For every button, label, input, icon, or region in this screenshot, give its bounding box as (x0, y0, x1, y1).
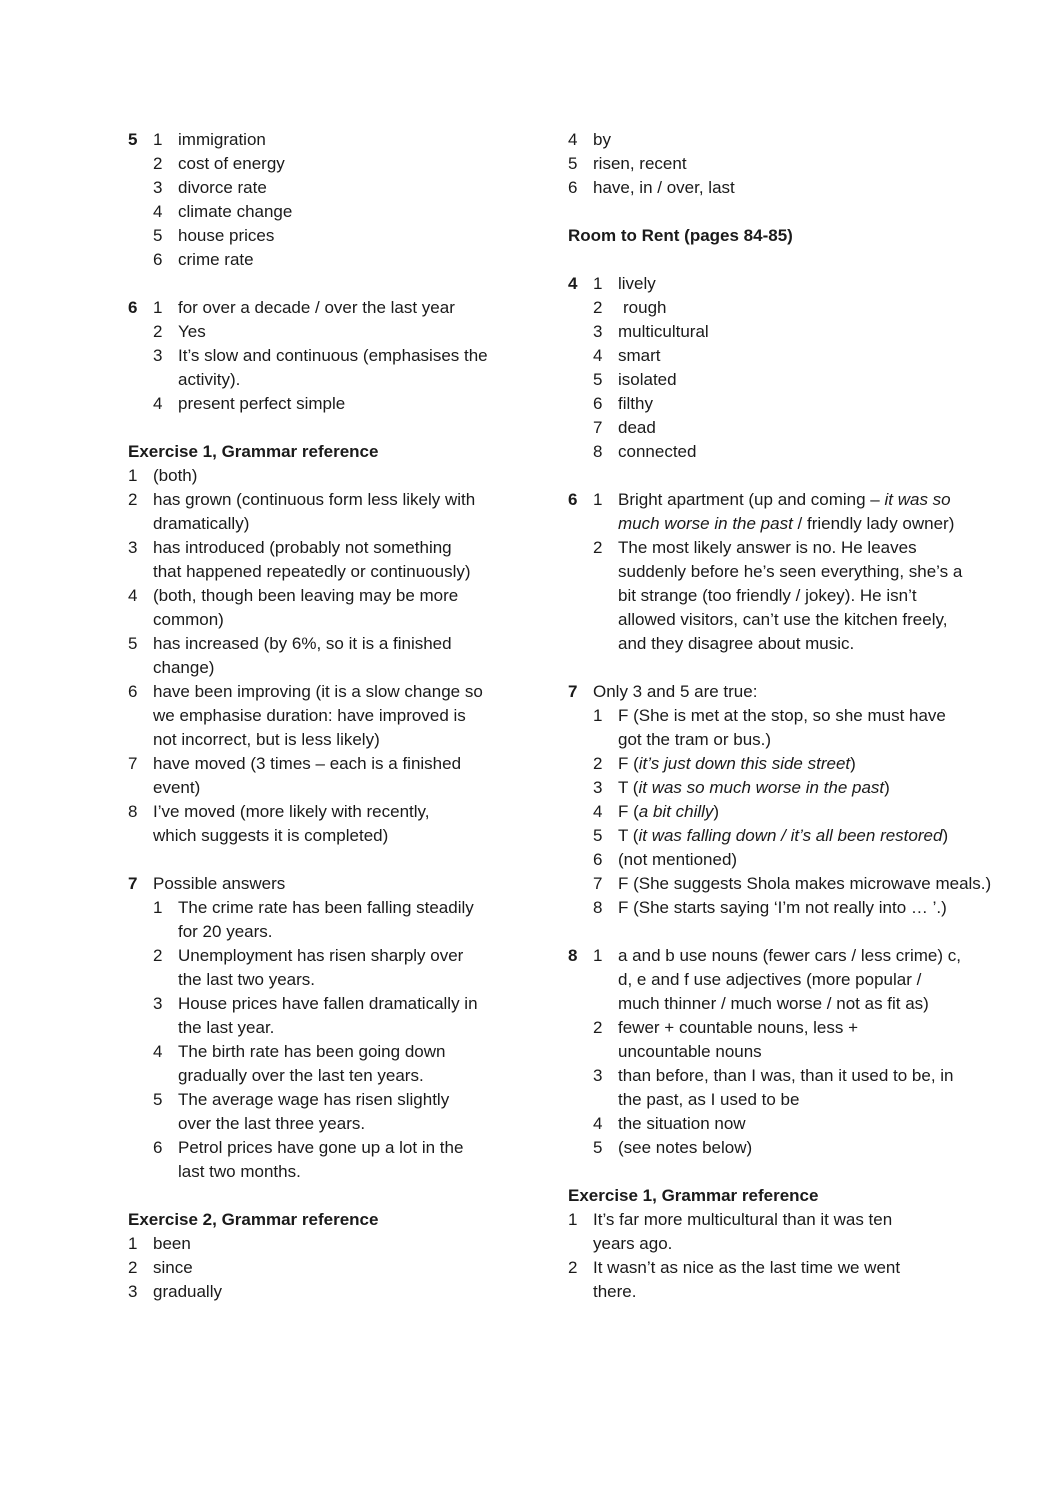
list-item: 1 F (She is met at the stop, so she must have got the tram or bus.) (593, 706, 946, 749)
list-item: 1 It’s far more multicultural than it was ten years ago. (568, 1210, 893, 1253)
exercise-6 (128, 296, 528, 416)
exercise-7 (128, 872, 528, 1184)
list-item: 5 house prices (153, 226, 275, 245)
list-item: 7 dead (593, 418, 656, 437)
list-item: 2 fewer + countable nouns, less + uncountable nouns (593, 1018, 859, 1061)
section-heading: Room to Rent (pages 84-85) (568, 226, 793, 245)
grammar-reference-2-continued (568, 128, 1008, 200)
list-item: 2 F (it’s just down this side street) (593, 754, 856, 773)
list-item: 2 since (128, 1258, 193, 1277)
list-item: 3 multicultural (593, 322, 709, 341)
exercise-5 (128, 128, 528, 272)
list-item: 2 cost of energy (153, 154, 285, 173)
list-item: 2 Yes (153, 322, 206, 341)
exercise-8 (568, 944, 1008, 1160)
list-item: 5 1 immigration (128, 128, 528, 152)
list-item: 8 connected (593, 442, 697, 461)
left-column (128, 128, 528, 1304)
list-item: 7 Possible answers (128, 872, 528, 896)
list-item: 1 The crime rate has been falling steadily for 20 years. (153, 898, 474, 941)
list-item: 7 Only 3 and 5 are true: (568, 680, 1008, 704)
list-item: 2 It wasn’t as nice as the last time we went there. (568, 1258, 901, 1301)
right-column (568, 128, 1008, 1304)
exercise-number: 4 (568, 274, 578, 293)
list-item: 4 climate change (153, 202, 293, 221)
exercise-number: 7 (568, 682, 578, 701)
list-item: 3 House prices have fallen dramatically in the last year. (153, 994, 478, 1037)
list-item: 6 (not mentioned) (593, 850, 738, 869)
exercise-number: 5 (128, 130, 138, 149)
exercise-4 (568, 272, 1008, 464)
list-item: 1 (both) (128, 466, 198, 485)
list-item: 6 crime rate (153, 250, 254, 269)
list-item: 5 isolated (593, 370, 677, 389)
list-item: 4 the situation now (593, 1114, 746, 1133)
list-item: 6 1 for over a decade / over the last year (128, 296, 528, 320)
list-item: 3 than before, than I was, than it used to be, in the past, as I used to be (593, 1066, 954, 1109)
list-item: 4 F (a bit chilly) (593, 802, 720, 821)
list-item: 6 1 Bright apartment (up and coming – it was so much worse in the past / friendly lady owner) (568, 488, 1008, 536)
list-item: 8 F (She starts saying ‘I’m not really into … ’.) (593, 898, 947, 917)
list-item: 2 Unemployment has risen sharply over the last two years. (153, 946, 464, 989)
section-heading: Exercise 2, Grammar reference (128, 1210, 379, 1229)
exercise-number: 7 (128, 874, 138, 893)
exercise-number: 6 (568, 490, 578, 509)
list-item: 4 present perfect simple (153, 394, 346, 413)
list-item: 7 F (She suggests Shola makes microwave meals.) (593, 874, 992, 893)
list-item: 5 has increased (by 6%, so it is a finished change) (128, 634, 452, 677)
grammar-reference-1-room (568, 1184, 1008, 1304)
section-heading: Exercise 1, Grammar reference (568, 1186, 819, 1205)
list-item: 8 1 a and b use nouns (fewer cars / less crime) c, d, e and f use adjectives (more popular / much thinner / much worse / not as fit as) (568, 944, 1008, 1016)
list-item: 6 have, in / over, last (568, 178, 735, 197)
list-item: 4 The birth rate has been going down gradually over the last ten years. (153, 1042, 446, 1085)
list-item: 8 I’ve moved (more likely with recently, which suggests it is completed) (128, 802, 430, 845)
list-item: 4 smart (593, 346, 661, 365)
list-item: 4 (both, though been leaving may be more common) (128, 586, 459, 629)
list-item: 2 rough (593, 298, 667, 317)
list-item: 4 by (568, 130, 611, 149)
list-item: 6 have been improving (it is a slow change so we emphasise duration: have improved is not incorrect, but is less likely) (128, 682, 483, 749)
exercise-7-room (568, 680, 1008, 920)
list-item: 3 It’s slow and continuous (emphasises the activity). (153, 346, 488, 389)
list-item: 3 divorce rate (153, 178, 267, 197)
list-item: 5 risen, recent (568, 154, 687, 173)
grammar-reference-2 (128, 1208, 528, 1304)
list-item: 6 Petrol prices have gone up a lot in the last two months. (153, 1138, 464, 1181)
list-item: 4 1 lively (568, 272, 1008, 296)
list-item: 2 has grown (continuous form less likely with dramatically) (128, 490, 476, 533)
exercise-6-room (568, 488, 1008, 656)
list-item: 2 The most likely answer is no. He leaves suddenly before he’s seen everything, she’s a bit strange (too friendly / jokey). He isn’t allowed visitors, can’t use the kitchen freely, and they disagree about music. (593, 538, 963, 653)
exercise-number: 6 (128, 298, 138, 317)
list-item: 5 (see notes below) (593, 1138, 753, 1157)
list-item: 7 have moved (3 times – each is a finished event) (128, 754, 462, 797)
section-heading: Exercise 1, Grammar reference (128, 442, 379, 461)
list-item: 5 T (it was falling down / it’s all been restored) (593, 826, 949, 845)
list-item: 1 been (128, 1234, 191, 1253)
list-item: 5 The average wage has risen slightly over the last three years. (153, 1090, 450, 1133)
exercise-number: 8 (568, 946, 578, 965)
grammar-reference-1 (128, 440, 528, 848)
list-item: 3 has introduced (probably not something that happened repeatedly or continuously) (128, 538, 471, 581)
list-item: 6 filthy (593, 394, 653, 413)
list-item: 3 gradually (128, 1282, 222, 1301)
list-item: 3 T (it was so much worse in the past) (593, 778, 890, 797)
